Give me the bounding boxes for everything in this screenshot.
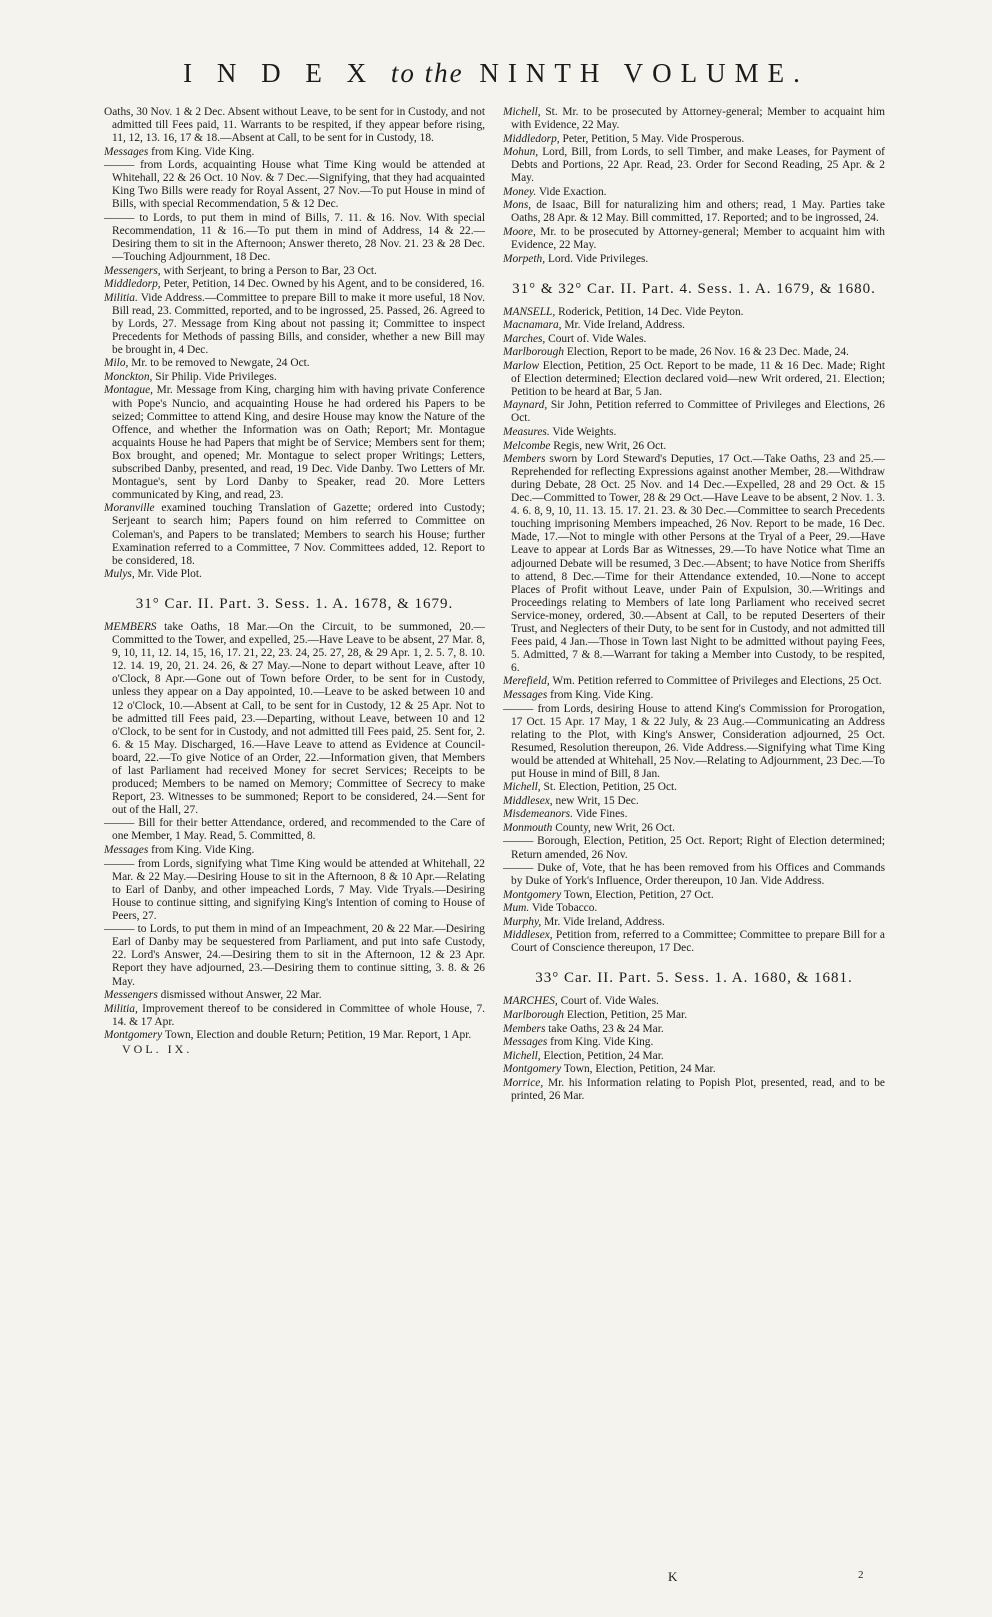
index-entry: [104, 159, 485, 211]
index-entry: [104, 817, 485, 843]
index-entry: [104, 858, 485, 923]
entry-text: Duke of, Vote, that he has been removed from his Offices and Commands by Duke of York's Influence, Order thereupon, 10 Jan. Vide Address.: [511, 862, 885, 888]
entry-head: Morrice,: [503, 1076, 544, 1089]
entry-head: Members: [503, 1022, 546, 1035]
entry-head: Messages: [503, 688, 548, 701]
entry-text: Mr. Vide Plot.: [137, 568, 202, 581]
index-entry: [104, 371, 485, 384]
index-entry: [503, 333, 885, 346]
entry-head: Measures.: [503, 426, 550, 439]
right-entries-b: [503, 306, 885, 956]
entry-head: Maynard,: [503, 399, 548, 412]
entry-head: ———: [104, 211, 135, 224]
entry-head: Marlborough: [503, 1009, 564, 1021]
entry-head: Monmouth: [503, 821, 553, 834]
entry-head: ———: [503, 702, 534, 715]
index-entry: [503, 703, 885, 781]
entry-head: MEMBERS: [104, 621, 157, 634]
entry-head: Money.: [503, 185, 537, 198]
index-entry: [503, 862, 885, 888]
index-entry: [503, 889, 885, 902]
index-entry: [104, 384, 485, 501]
entry-text: Town, Election, Petition, 24 Mar.: [563, 1063, 716, 1076]
entry-text: from Lords, acquainting House what Time King would be attended at Whitehall, 22 & 26 Oct. 10 Nov. & 7 Dec.—Signifying, that they had acquainted King Two Bills were ready for Royal Assent, 27 Nov.—To put House in mind of Bills, with special Recommendation, 5 & 12 Dec.: [112, 159, 485, 211]
entry-text: new Writ, 15 Dec.: [555, 794, 639, 807]
index-entry: [503, 1063, 885, 1076]
index-entry: [104, 621, 485, 817]
entry-text: Peter, Petition, 14 Dec. Owned by his Agent, and to be considered, 16.: [163, 278, 485, 291]
entry-text: St. Mr. to be prosecuted by Attorney-general; Member to acquaint him with Evidence, 22 May.: [511, 106, 885, 132]
entry-head: Messages: [503, 1036, 548, 1049]
right-entries-c: [503, 995, 885, 1102]
entry-text: Mr. Vide Ireland, Address.: [564, 319, 685, 332]
entry-head: Montague,: [104, 384, 154, 397]
entry-head: Montgomery: [503, 1063, 562, 1076]
entry-head: Middlesex,: [503, 794, 553, 807]
index-entry: [104, 106, 485, 145]
entry-text: from King. Vide King.: [151, 145, 255, 158]
entry-head: Members: [503, 453, 546, 466]
entry-head: Michell,: [503, 1049, 541, 1062]
left-column: [104, 106, 485, 1586]
entry-head: Montgomery: [104, 1029, 163, 1042]
index-entry: [104, 1029, 485, 1042]
index-entry: [104, 265, 485, 278]
entry-text: Mr. Message from King, charging him with having private Conference with Pope's Nuncio, and acquainting House he had ordered his Papers to be seized; Committee to attend King, and desire House may know the Nature of the Offence, and whether the Information was on Oath; Report; Mr. Montague acquaints House he had Papers that might be of Service; Members sent for them; Box brought, and opened; Mr. Montague to select proper Writings; Letters, subscribed Danby, presented, and read, 19 Dec. Vide Danby. Two Letters of Mr. Montague's, sent by Lord Danby to Speaker, read 20. More Letters communicated by King, and read, 23.: [112, 384, 485, 501]
entry-text: Lord. Vide Privileges.: [547, 252, 649, 265]
index-entry: [503, 835, 885, 861]
entry-head: Militia.: [104, 291, 138, 304]
index-entry: [104, 923, 485, 988]
entry-head: ———: [104, 923, 135, 936]
index-entry: [104, 278, 485, 291]
index-entry: [503, 929, 885, 955]
entry-text: Wm. Petition referred to Committee of Privileges and Elections, 25 Oct.: [552, 675, 882, 688]
entry-text: to Lords, to put them in mind of an Impeachment, 20 & 22 Mar.—Desiring Earl of Danby may be sequestered from Parliament, and put into safe Custody, 22. Lord's Answer, 24.—Desiring them to sit in the Afternoon, 12 & 23 Apr. Report they have adjourned, 23.—Desiring them to continue sitting, 3. 8. & 26 May.: [112, 923, 485, 988]
entry-head: ———: [503, 862, 534, 875]
index-entry: [503, 133, 885, 146]
entry-text: Vide Tobacco.: [531, 902, 598, 915]
entry-text: County, new Writ, 26 Oct.: [555, 821, 675, 834]
entry-head: Misdemeanors.: [503, 808, 573, 821]
entry-head: ———: [104, 159, 135, 172]
index-entry: [503, 902, 885, 915]
entry-text: Mr. to be prosecuted by Attorney-general; Member to acquaint him with Evidence, 22 May.: [511, 225, 885, 251]
entry-text: Court of. Vide Wales.: [548, 332, 647, 345]
entry-head: Moore,: [503, 225, 536, 238]
header-title: NINTH VOLUME.: [479, 58, 809, 88]
index-entry: [503, 916, 885, 929]
entry-text: Town, Election and double Return; Petition, 19 Mar. Report, 1 Apr.: [164, 1029, 472, 1042]
entry-text: Mr. to be removed to Newgate, 24 Oct.: [131, 357, 310, 370]
index-entry: [503, 1077, 885, 1103]
entry-text: Sir John, Petition referred to Committee of Privileges and Elections, 26 Oct.: [511, 399, 885, 425]
index-entry: [104, 212, 485, 264]
entry-text: dismissed without Answer, 22 Mar.: [160, 989, 322, 1002]
entry-head: Middlesex,: [503, 929, 553, 942]
entry-text: Election, Petition, 25 Mar.: [566, 1009, 688, 1021]
index-entry: [503, 822, 885, 835]
entry-head: Merefield,: [503, 675, 550, 688]
entry-text: Vide Fines.: [575, 808, 628, 821]
entry-text: St. Election, Petition, 25 Oct.: [543, 781, 678, 794]
entry-head: MANSELL,: [503, 305, 556, 318]
entry-text: from King. Vide King.: [151, 844, 255, 857]
index-entry: [503, 360, 885, 399]
entry-text: from Lords, signifying what Time King would be attended at Whitehall, 22 Mar. & 22 May.—Desiring House to sit in the Afternoon, 8 & 10 Apr.—Relating to Earl of Danby, and other impeached Lords, 7 May. Vide Tryals.—Desiring House to continue sitting, and signifying King's Intention of coming to House of Peers, 27.: [112, 857, 485, 922]
index-entry: [104, 844, 485, 857]
index-entry: [503, 399, 885, 425]
entry-text: with Serjeant, to bring a Person to Bar, 23 Oct.: [163, 264, 377, 277]
index-entry: [104, 357, 485, 370]
entry-text: Mr. Vide Ireland, Address.: [544, 915, 665, 928]
index-entry: [503, 1009, 885, 1022]
entry-text: Election, Petition, 25 Oct. Report to be made, 11 & 16 Dec. Made; Right of Election determined; Election declared void—new Writ ordered, 21. Election; Petition to be heard at Bar, 5 Jan.: [511, 359, 885, 398]
index-entry: [104, 568, 485, 581]
header-index: I N D E X: [183, 58, 376, 88]
entry-text: to Lords, to put them in mind of Bills, 7. 11. & 16. Nov. With special Recommendation, 11 & 16.—To put them in mind of Address, 14 & 22.—Desiring them to sit in the Afternoon; Answer thereto, 28 Nov. 21. 23 & 28 Dec.—Touching Adjournment, 18 Dec.: [112, 211, 485, 264]
entry-head: Mons,: [503, 199, 532, 212]
index-entry: [104, 146, 485, 159]
entry-head: Melcombe: [503, 439, 551, 452]
entry-head: Morpeth,: [503, 252, 546, 265]
index-entry: [104, 1003, 485, 1029]
entry-head: Messengers: [104, 989, 158, 1002]
entry-head: Marlborough: [503, 346, 564, 359]
entry-head: Messages: [104, 145, 149, 158]
index-entry: [503, 253, 885, 266]
entry-text: Vide Exaction.: [538, 185, 607, 198]
entry-text: from Lords, desiring House to attend King's Commission for Prorogation, 17 Oct. 15 Apr. 17 May, 1 & 22 July, & 23 Aug.—Communicating an Address relating to the Plot, with King's Answer, Consideration adjourned, 25 Oct. Resumed, Resolution thereupon, 26. Vide Address.—Signifying what Time King would be attended at Whitehall, 25 Nov.—Relating to Adjournment, 23 Dec.—To put House in mind of Bill, 8 Jan.: [511, 702, 885, 780]
index-entry: [503, 1036, 885, 1049]
entry-head: Militia,: [104, 1002, 138, 1015]
index-entry: [503, 1050, 885, 1063]
entry-head: MARCHES,: [503, 995, 558, 1008]
entry-head: Michell,: [503, 106, 541, 118]
index-entry: [503, 346, 885, 359]
entry-text: Oaths, 30 Nov. 1 & 2 Dec. Absent without Leave, to be sent for in Custody, and not admitted till Fees paid, 11. Warrants to be respited, if they appear before rising, 11, 12, 13. 16, 17 & 18.—Absent at Call, to be sent for in Custody, 18.: [104, 106, 485, 145]
entry-text: take Oaths, 18 Mar.—On the Circuit, to be summoned, 20.—Committed to the Tower, and expelled, 25.—Have Leave to be absent, 27 Mar. 8, 9, 10, 11, 12. 14, 15, 16, 17. 21, 22, 23. 24, 25. 27, 28, & 29 Apr. 1, 2. 5. 7, 8. 10. 12. 14. 19, 20, 21. 24. 26, & 27 May.—None to depart without Leave, after 10 o'Clock, 8 Apr.—Gone out of Town before Order, to be sent for in Custody, unless they appear on a Day appointed, 10.—Leave to be asked between 10 and 12 o'Clock, 10.—Absent at Call, to be sent for in Custody, 12 & 25 Apr. Not to be admitted till Fees paid, 23.—Departing, without Leave, between 10 and 12 o'Clock, to be sent for in Custody, and not admitted till Fees paid, 25. Sent for, 2. 6. & 15 May. Discharged, 16.—Have Leave to attend as Evidence at Council-board, 22.—To give Notice of an Order, 22.—Information given, that Members of last Parliament had received Money for secret Services; Receipts to be produced; Members to be named on Memory; Committee of Secrecy to make Report, 23. Witnesses to be summoned; Report to be considered, 24.—Sent for out of the Hall, 27.: [112, 621, 485, 816]
entry-head: Moranville: [104, 502, 155, 515]
entry-head: Messengers,: [104, 264, 161, 277]
index-entry: [503, 675, 885, 688]
entry-text: Sir Philip. Vide Privileges.: [155, 370, 277, 383]
index-entry: [503, 1023, 885, 1036]
index-entry: [503, 781, 885, 794]
entry-text: Election, Report to be made, 26 Nov. 16 & 23 Dec. Made, 24.: [566, 346, 849, 359]
entry-head: Messages: [104, 844, 149, 857]
entry-text: Roderick, Petition, 14 Dec. Vide Peyton.: [558, 305, 744, 318]
index-entry: [503, 199, 885, 225]
entry-head: Mulys,: [104, 568, 135, 581]
entry-text: Regis, new Writ, 26 Oct.: [553, 439, 667, 452]
index-entry: [503, 453, 885, 675]
entry-head: Michell,: [503, 781, 541, 794]
entry-text: Vide Weights.: [552, 426, 617, 439]
right-entries-a: [503, 106, 885, 266]
entry-head: Monckton,: [104, 370, 153, 383]
entry-head: ———: [104, 857, 135, 870]
entry-head: ———: [503, 835, 534, 848]
index-entry: [104, 292, 485, 357]
entry-head: Marlow: [503, 359, 540, 372]
index-entry: [503, 426, 885, 439]
entry-head: ———: [104, 817, 135, 830]
section-heading-3: 33° Car. II. Part. 5. Sess. 1. A. 1680, & 1681.: [535, 970, 853, 987]
entry-head: Mum.: [503, 902, 530, 915]
entry-head: Middledorp,: [503, 132, 560, 145]
header-to-the: to the: [390, 58, 464, 88]
index-entry: [104, 989, 485, 1002]
entry-head: Montgomery: [503, 888, 562, 901]
index-entry: [104, 502, 485, 567]
entry-text: Vide Address.—Committee to prepare Bill to make it more useful, 18 Nov. Bill read, 23. Committed, reported, and to be ingrossed, 25. Passed, 26. Agreed to by Lords, 27. Message from King about not passing it; Committee to inspect Precedents for Methods of passing Bills, and consider, whether a new Bill may be brought in, 4 Dec.: [112, 291, 485, 356]
left-entries-a: [104, 106, 485, 581]
entry-head: Milo,: [104, 357, 129, 370]
entry-text: Town, Election, Petition, 27 Oct.: [563, 888, 714, 901]
index-entry: [503, 808, 885, 821]
signature-number: 2: [858, 1569, 864, 1581]
entry-head: Middledorp,: [104, 278, 161, 291]
entry-head: Murphy,: [503, 915, 542, 928]
entry-text: examined touching Translation of Gazette; ordered into Custody; Serjeant to search him; Papers found on him referred to Committee on Coleman's, and Papers to be translated; Members to search his House; further Examination referred to a Committee, 7 Nov. Committees added, 12. Report to be considered, 18.: [112, 502, 485, 567]
entry-text: Court of. Vide Wales.: [560, 995, 659, 1008]
left-entries-b: [104, 621, 485, 1042]
entry-head: Marches,: [503, 332, 546, 345]
index-entry: [503, 226, 885, 252]
entry-text: Peter, Petition, 5 May. Vide Prosperous.: [562, 132, 745, 145]
page-header: [0, 58, 992, 89]
entry-head: Mohun,: [503, 146, 539, 159]
entry-text: Borough, Election, Petition, 25 Oct. Report; Right of Election determined; Return amended, 26 Nov.: [511, 835, 885, 861]
entry-text: Election, Petition, 24 Mar.: [543, 1049, 664, 1062]
entry-text: Petition from, referred to a Committee; Committee to prepare Bill for a Court of Conscience thereupon, 17 Dec.: [511, 929, 885, 955]
entry-text: sworn by Lord Steward's Deputies, 17 Oct.—Take Oaths, 23 and 25.—Reprehended for reflecting Expressions against another Member, 28.—Withdraw during Debate, 28 Oct. 25 Nov. and 14 Dec.—Expelled, 28 and 29 Oct. & 15 Dec.—Committed to Tower, 28 & 29 Oct.—Have Leave to be absent, 2 Nov. 1. 3. 4. 6. 8, 9, 10, 11. 13. 15. 17. 21. 23. & 30 Dec.—Committee to search Precedents touching imprisoning Members impeached, 26 Nov. Report to be made, 16 Dec. Made, 17.—Not to mingle with other Persons at the Tryal of a Peer, 29.—Have Leave to appear at Lords Bar as Witnesses, 29.—To have Notice what Time an adjourned Debate will be resumed, 3 Dec.—Absent; to have Notice from Sheriffs to attend, 8 Dec.—Time for their Attendance extended, 10.—None to accept Places of Profit without Leave, under Pain of Expulsion, 30.—Writings and Proceedings relating to Members of late long Parliament who received secret Service-money, ordered, 30.—Absent at Call, to be reputed Deserters of their Trust, and Neglecters of their Duty, to be sent for in Custody, and not admitted till Fees paid, 4 Jan.—Those in Town last Night to be admitted without paying Fees, 5. Admitted, 7 & 8.—Warrant for taking a Member into Custody, to be respited, 6.: [511, 453, 885, 674]
entry-head: Macnamara,: [503, 319, 562, 332]
index-entry: [503, 689, 885, 702]
entry-text: from King. Vide King.: [550, 688, 654, 701]
entry-text: Bill for their better Attendance, ordered, and recommended to the Care of one Member, 1 May. Read, 5. Committed, 8.: [112, 817, 485, 843]
index-entry: [503, 146, 885, 185]
entry-text: take Oaths, 23 & 24 Mar.: [548, 1022, 664, 1035]
index-entry: [503, 106, 885, 132]
entry-text: Lord, Bill, from Lords, to sell Timber, and make Leases, for Payment of Debts and Portions, 22 Apr. Read, 23. Order for Second Reading, 25 Apr. & 2 May.: [511, 146, 885, 185]
entry-text: de Isaac, Bill for naturalizing him and others; read, 1 May. Parties take Oaths, 28 Apr. & 12 May. Bill committed, 17. Reported; and to be ingrossed, 24.: [511, 199, 885, 225]
index-entry: [503, 306, 885, 319]
index-entry: [503, 995, 885, 1008]
entry-text: Improvement thereof to be considered in Committee of whole House, 7. 14. & 17 Apr.: [112, 1002, 485, 1028]
section-heading-2: 31° & 32° Car. II. Part. 4. Sess. 1. A. 1679, & 1680.: [512, 280, 876, 297]
entry-text: from King. Vide King.: [550, 1036, 654, 1049]
section-heading-1: 31° Car. II. Part. 3. Sess. 1. A. 1678, & 1679.: [135, 596, 454, 613]
right-column: [503, 106, 885, 1586]
volume-footer: VOL. IX.: [122, 1042, 193, 1057]
entry-text: Mr. his Information relating to Popish Plot, presented, read, and to be printed, 26 Mar.: [511, 1076, 885, 1102]
signature-mark: K: [668, 1569, 678, 1584]
index-entry: [503, 186, 885, 199]
index-entry: [503, 319, 885, 332]
index-entry: [503, 440, 885, 453]
index-entry: [503, 795, 885, 808]
